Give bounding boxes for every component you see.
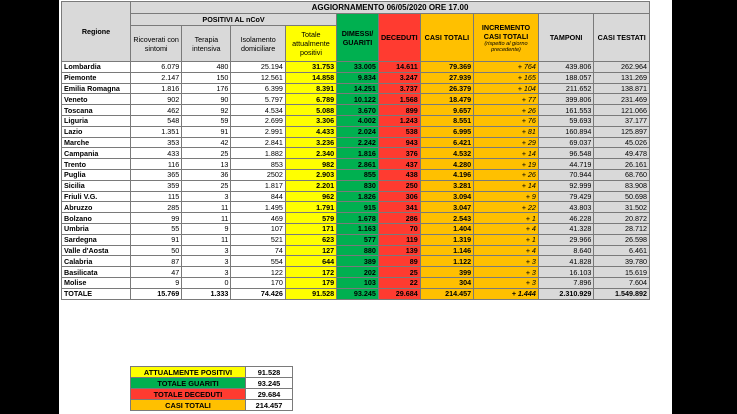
cell-regione: Sardegna (62, 234, 131, 245)
cell-inc: + 1.444 (474, 288, 539, 299)
cell-casi: 2.543 (420, 213, 473, 224)
cell-tam: 41.828 (538, 256, 593, 267)
table-row (62, 169, 650, 180)
cell-ter: 11 (182, 213, 231, 224)
table-row (62, 202, 650, 213)
cell-test: 68.760 (594, 169, 650, 180)
cell-casi: 304 (420, 277, 473, 288)
cell-dec: 1.568 (378, 94, 420, 105)
summary-label: TOTALE GUARITI (131, 378, 246, 389)
cell-ter: 42 (182, 137, 231, 148)
summary-value: 93.245 (246, 378, 293, 389)
cell-test: 6.461 (594, 245, 650, 256)
cell-inc: + 81 (474, 126, 539, 137)
cell-test: 49.478 (594, 148, 650, 159)
cell-test: 131.269 (594, 72, 650, 83)
cell-tot: 3.306 (285, 115, 336, 126)
cell-ter: 3 (182, 267, 231, 278)
cell-casi: 3.281 (420, 180, 473, 191)
table-body (62, 62, 650, 300)
cell-dim: 2.242 (337, 137, 379, 148)
cell-tot: 127 (285, 245, 336, 256)
cell-ter: 3 (182, 245, 231, 256)
cell-tam: 188.057 (538, 72, 593, 83)
header-isolamento: Isolamento domiciliare (231, 26, 285, 62)
header-ricoverati: Ricoverati con sintomi (131, 26, 182, 62)
cell-dec: 3.247 (378, 72, 420, 83)
cell-inc: + 4 (474, 245, 539, 256)
cell-iso: 2.699 (231, 115, 285, 126)
cell-casi: 3.047 (420, 202, 473, 213)
cell-test: 45.026 (594, 137, 650, 148)
cell-regione: Puglia (62, 169, 131, 180)
cell-tam: 399.806 (538, 94, 593, 105)
cell-dim: 2.024 (337, 126, 379, 137)
cell-dim: 93.245 (337, 288, 379, 299)
cell-inc: + 3 (474, 277, 539, 288)
cell-inc: + 14 (474, 148, 539, 159)
cell-regione: Umbria (62, 223, 131, 234)
cell-tam: 46.228 (538, 213, 593, 224)
cell-ter: 9 (182, 223, 231, 234)
cell-iso: 554 (231, 256, 285, 267)
cell-ric: 462 (131, 105, 182, 116)
cell-iso: 107 (231, 223, 285, 234)
cell-tam: 7.896 (538, 277, 593, 288)
cell-regione: Calabria (62, 256, 131, 267)
cell-inc: + 76 (474, 115, 539, 126)
cell-ric: 359 (131, 180, 182, 191)
header-tamponi: TAMPONI (538, 14, 593, 62)
cell-iso: 469 (231, 213, 285, 224)
cell-dim: 3.670 (337, 105, 379, 116)
cell-ter: 11 (182, 234, 231, 245)
cell-ter: 1.333 (182, 288, 231, 299)
cell-dim: 915 (337, 202, 379, 213)
cell-casi: 214.457 (420, 288, 473, 299)
cell-regione: Marche (62, 137, 131, 148)
cell-casi: 79.369 (420, 62, 473, 73)
cell-dim: 1.678 (337, 213, 379, 224)
cell-test: 138.871 (594, 83, 650, 94)
cell-tam: 79.429 (538, 191, 593, 202)
cell-ric: 365 (131, 169, 182, 180)
cell-regione: Bolzano (62, 213, 131, 224)
cell-ric: 6.079 (131, 62, 182, 73)
cell-tot: 644 (285, 256, 336, 267)
cell-ric: 47 (131, 267, 182, 278)
cell-regione: Lombardia (62, 62, 131, 73)
cell-dec: 250 (378, 180, 420, 191)
cell-ric: 285 (131, 202, 182, 213)
cell-ter: 91 (182, 126, 231, 137)
cell-dec: 286 (378, 213, 420, 224)
cell-tam: 96.548 (538, 148, 593, 159)
table-row (62, 148, 650, 159)
cell-tot: 4.433 (285, 126, 336, 137)
cell-inc: + 1 (474, 234, 539, 245)
cell-iso: 25.194 (231, 62, 285, 73)
cell-tam: 70.944 (538, 169, 593, 180)
cell-tam: 44.719 (538, 159, 593, 170)
cell-casi: 6.421 (420, 137, 473, 148)
cell-ter: 92 (182, 105, 231, 116)
cell-test: 20.872 (594, 213, 650, 224)
cell-ric: 2.147 (131, 72, 182, 83)
cell-inc: + 14 (474, 180, 539, 191)
cell-iso: 2.841 (231, 137, 285, 148)
header-incremento-note: (rispetto al giorno precedente) (484, 40, 528, 53)
cell-iso: 853 (231, 159, 285, 170)
cell-ric: 548 (131, 115, 182, 126)
cell-ric: 433 (131, 148, 182, 159)
cell-iso: 5.797 (231, 94, 285, 105)
cell-dim: 855 (337, 169, 379, 180)
cell-ter: 480 (182, 62, 231, 73)
cell-casi: 399 (420, 267, 473, 278)
table-row (62, 245, 650, 256)
cell-test: 262.964 (594, 62, 650, 73)
cell-inc: + 165 (474, 72, 539, 83)
header-casi-testati: CASI TESTATI (594, 14, 650, 62)
header-casi-totali: CASI TOTALI (420, 14, 473, 62)
table-row (62, 223, 650, 234)
cell-dec: 25 (378, 267, 420, 278)
header-terapia: Terapia intensiva (182, 26, 231, 62)
cell-dec: 22 (378, 277, 420, 288)
table-row (62, 115, 650, 126)
cell-regione: Toscana (62, 105, 131, 116)
summary-body (131, 367, 293, 411)
cell-dim: 2.861 (337, 159, 379, 170)
cell-regione: Molise (62, 277, 131, 288)
cell-ric: 55 (131, 223, 182, 234)
cell-dim: 10.122 (337, 94, 379, 105)
cell-casi: 1.404 (420, 223, 473, 234)
total-row (62, 288, 650, 299)
cell-dec: 29.684 (378, 288, 420, 299)
cell-dim: 830 (337, 180, 379, 191)
cell-tam: 92.999 (538, 180, 593, 191)
cell-tot: 5.088 (285, 105, 336, 116)
summary-label: TOTALE DECEDUTI (131, 389, 246, 400)
cell-ric: 902 (131, 94, 182, 105)
cell-casi: 1.319 (420, 234, 473, 245)
cell-tam: 2.310.929 (538, 288, 593, 299)
table-row (62, 159, 650, 170)
header-positivi-group: POSITIVI AL nCoV (131, 14, 337, 26)
cell-ter: 176 (182, 83, 231, 94)
cell-tot: 1.791 (285, 202, 336, 213)
cell-casi: 6.995 (420, 126, 473, 137)
cell-iso: 521 (231, 234, 285, 245)
cell-dim: 577 (337, 234, 379, 245)
cell-iso: 12.561 (231, 72, 285, 83)
cell-regione: Friuli V.G. (62, 191, 131, 202)
cell-ric: 99 (131, 213, 182, 224)
table-row (62, 234, 650, 245)
cell-casi: 9.657 (420, 105, 473, 116)
summary-label: ATTUALMENTE POSITIVI (131, 367, 246, 378)
cell-inc: + 77 (474, 94, 539, 105)
cell-casi: 26.379 (420, 83, 473, 94)
cell-dim: 33.005 (337, 62, 379, 73)
cell-casi: 18.479 (420, 94, 473, 105)
cell-tam: 16.103 (538, 267, 593, 278)
cell-regione: Valle d'Aosta (62, 245, 131, 256)
cell-regione: Abruzzo (62, 202, 131, 213)
cell-tot: 2.340 (285, 148, 336, 159)
cell-tam: 439.806 (538, 62, 593, 73)
cell-ter: 3 (182, 191, 231, 202)
table-row (62, 72, 650, 83)
cell-ric: 9 (131, 277, 182, 288)
cell-tot: 6.789 (285, 94, 336, 105)
cell-tot: 962 (285, 191, 336, 202)
cell-dec: 14.611 (378, 62, 420, 73)
header-deceduti: DECEDUTI (378, 14, 420, 62)
header-incremento-label: INCREMENTO CASI TOTALI (481, 22, 531, 41)
cell-ter: 59 (182, 115, 231, 126)
covid-data-table (61, 1, 650, 300)
cell-dim: 389 (337, 256, 379, 267)
cell-dim: 1.816 (337, 148, 379, 159)
cell-ric: 15.769 (131, 288, 182, 299)
cell-ter: 13 (182, 159, 231, 170)
cell-test: 7.604 (594, 277, 650, 288)
cell-regione: Basilicata (62, 267, 131, 278)
cell-tot: 2.903 (285, 169, 336, 180)
page-title: AGGIORNAMENTO 06/05/2020 ORE 17.00 (131, 2, 650, 14)
cell-regione: Liguria (62, 115, 131, 126)
table-row (62, 94, 650, 105)
summary-row (131, 367, 293, 378)
cell-ter: 36 (182, 169, 231, 180)
cell-iso: 74.426 (231, 288, 285, 299)
cell-ter: 3 (182, 256, 231, 267)
cell-dim: 9.834 (337, 72, 379, 83)
cell-test: 15.619 (594, 267, 650, 278)
cell-tot: 14.858 (285, 72, 336, 83)
cell-dec: 538 (378, 126, 420, 137)
cell-regione: Veneto (62, 94, 131, 105)
cell-ric: 1.816 (131, 83, 182, 94)
summary-table (130, 366, 293, 411)
header-totale-positivi: Totale attualmente positivi (285, 26, 336, 62)
cell-dec: 943 (378, 137, 420, 148)
summary-row (131, 378, 293, 389)
cell-dec: 899 (378, 105, 420, 116)
cell-test: 28.712 (594, 223, 650, 234)
cell-ric: 115 (131, 191, 182, 202)
cell-casi: 4.280 (420, 159, 473, 170)
cell-inc: + 19 (474, 159, 539, 170)
cell-dec: 306 (378, 191, 420, 202)
cell-tot: 579 (285, 213, 336, 224)
cell-regione: Trento (62, 159, 131, 170)
cell-tot: 8.391 (285, 83, 336, 94)
summary-value: 91.528 (246, 367, 293, 378)
cell-test: 121.066 (594, 105, 650, 116)
cell-inc: + 1 (474, 213, 539, 224)
cell-dec: 341 (378, 202, 420, 213)
cell-dim: 1.163 (337, 223, 379, 234)
cell-dec: 1.243 (378, 115, 420, 126)
table-row (62, 180, 650, 191)
cell-tam: 211.652 (538, 83, 593, 94)
cell-regione: Sicilia (62, 180, 131, 191)
cell-ric: 50 (131, 245, 182, 256)
table-row (62, 267, 650, 278)
cell-iso: 1.817 (231, 180, 285, 191)
summary-row (131, 400, 293, 411)
cell-test: 125.897 (594, 126, 650, 137)
cell-iso: 2.991 (231, 126, 285, 137)
cell-ric: 1.351 (131, 126, 182, 137)
cell-inc: + 29 (474, 137, 539, 148)
cell-dec: 376 (378, 148, 420, 159)
cell-casi: 4.196 (420, 169, 473, 180)
cell-dec: 438 (378, 169, 420, 180)
cell-test: 31.502 (594, 202, 650, 213)
cell-tot: 3.236 (285, 137, 336, 148)
cell-test: 26.161 (594, 159, 650, 170)
cell-regione: Emilia Romagna (62, 83, 131, 94)
cell-dec: 139 (378, 245, 420, 256)
cell-casi: 1.122 (420, 256, 473, 267)
cell-tam: 160.894 (538, 126, 593, 137)
table-row (62, 105, 650, 116)
cell-tam: 59.693 (538, 115, 593, 126)
cell-inc: + 764 (474, 62, 539, 73)
cell-tot: 2.201 (285, 180, 336, 191)
cell-tam: 29.966 (538, 234, 593, 245)
header-incremento (474, 14, 539, 62)
cell-ric: 116 (131, 159, 182, 170)
table-row (62, 213, 650, 224)
header-regione: Regione (62, 2, 131, 62)
cell-inc: + 9 (474, 191, 539, 202)
cell-tam: 8.640 (538, 245, 593, 256)
cell-dec: 89 (378, 256, 420, 267)
cell-ric: 353 (131, 137, 182, 148)
cell-iso: 1.495 (231, 202, 285, 213)
table-row (62, 277, 650, 288)
cell-inc: + 26 (474, 169, 539, 180)
cell-dim: 14.251 (337, 83, 379, 94)
cell-tam: 41.328 (538, 223, 593, 234)
cell-casi: 3.094 (420, 191, 473, 202)
table-row (62, 137, 650, 148)
cell-tot: 623 (285, 234, 336, 245)
table-row (62, 191, 650, 202)
cell-ric: 87 (131, 256, 182, 267)
cell-test: 83.908 (594, 180, 650, 191)
summary-label: CASI TOTALI (131, 400, 246, 411)
table-row (62, 62, 650, 73)
cell-casi: 8.551 (420, 115, 473, 126)
cell-ter: 150 (182, 72, 231, 83)
cell-ter: 25 (182, 180, 231, 191)
cell-ric: 91 (131, 234, 182, 245)
cell-iso: 844 (231, 191, 285, 202)
cell-test: 39.780 (594, 256, 650, 267)
cell-casi: 4.532 (420, 148, 473, 159)
cell-iso: 122 (231, 267, 285, 278)
cell-regione: Lazio (62, 126, 131, 137)
cell-casi: 1.146 (420, 245, 473, 256)
cell-casi: 27.939 (420, 72, 473, 83)
cell-dec: 3.737 (378, 83, 420, 94)
cell-iso: 6.399 (231, 83, 285, 94)
cell-tot: 982 (285, 159, 336, 170)
cell-tam: 161.553 (538, 105, 593, 116)
cell-test: 37.177 (594, 115, 650, 126)
cell-ter: 11 (182, 202, 231, 213)
cell-dec: 119 (378, 234, 420, 245)
summary-row (131, 389, 293, 400)
cell-tot: 179 (285, 277, 336, 288)
cell-ter: 90 (182, 94, 231, 105)
cell-dim: 202 (337, 267, 379, 278)
cell-test: 1.549.892 (594, 288, 650, 299)
cell-iso: 4.534 (231, 105, 285, 116)
cell-iso: 74 (231, 245, 285, 256)
summary-value: 214.457 (246, 400, 293, 411)
table-row (62, 126, 650, 137)
cell-regione: TOTALE (62, 288, 131, 299)
table-row (62, 256, 650, 267)
cell-inc: + 22 (474, 202, 539, 213)
cell-regione: Piemonte (62, 72, 131, 83)
cell-dec: 437 (378, 159, 420, 170)
cell-tot: 171 (285, 223, 336, 234)
cell-tam: 43.803 (538, 202, 593, 213)
header-dimessi: DIMESSI/ GUARITI (337, 14, 379, 62)
cell-inc: + 3 (474, 267, 539, 278)
cell-inc: + 26 (474, 105, 539, 116)
cell-dim: 103 (337, 277, 379, 288)
cell-dim: 880 (337, 245, 379, 256)
cell-inc: + 3 (474, 256, 539, 267)
cell-inc: + 4 (474, 223, 539, 234)
cell-iso: 2502 (231, 169, 285, 180)
cell-dim: 4.002 (337, 115, 379, 126)
cell-tot: 31.753 (285, 62, 336, 73)
cell-test: 50.698 (594, 191, 650, 202)
table-row (62, 83, 650, 94)
cell-test: 26.598 (594, 234, 650, 245)
cell-dec: 70 (378, 223, 420, 234)
summary-value: 29.684 (246, 389, 293, 400)
cell-inc: + 104 (474, 83, 539, 94)
cell-ter: 0 (182, 277, 231, 288)
cell-iso: 1.882 (231, 148, 285, 159)
cell-tot: 172 (285, 267, 336, 278)
cell-ter: 25 (182, 148, 231, 159)
cell-tam: 69.037 (538, 137, 593, 148)
cell-dim: 1.826 (337, 191, 379, 202)
cell-iso: 170 (231, 277, 285, 288)
cell-test: 231.469 (594, 94, 650, 105)
cell-tot: 91.528 (285, 288, 336, 299)
cell-regione: Campania (62, 148, 131, 159)
